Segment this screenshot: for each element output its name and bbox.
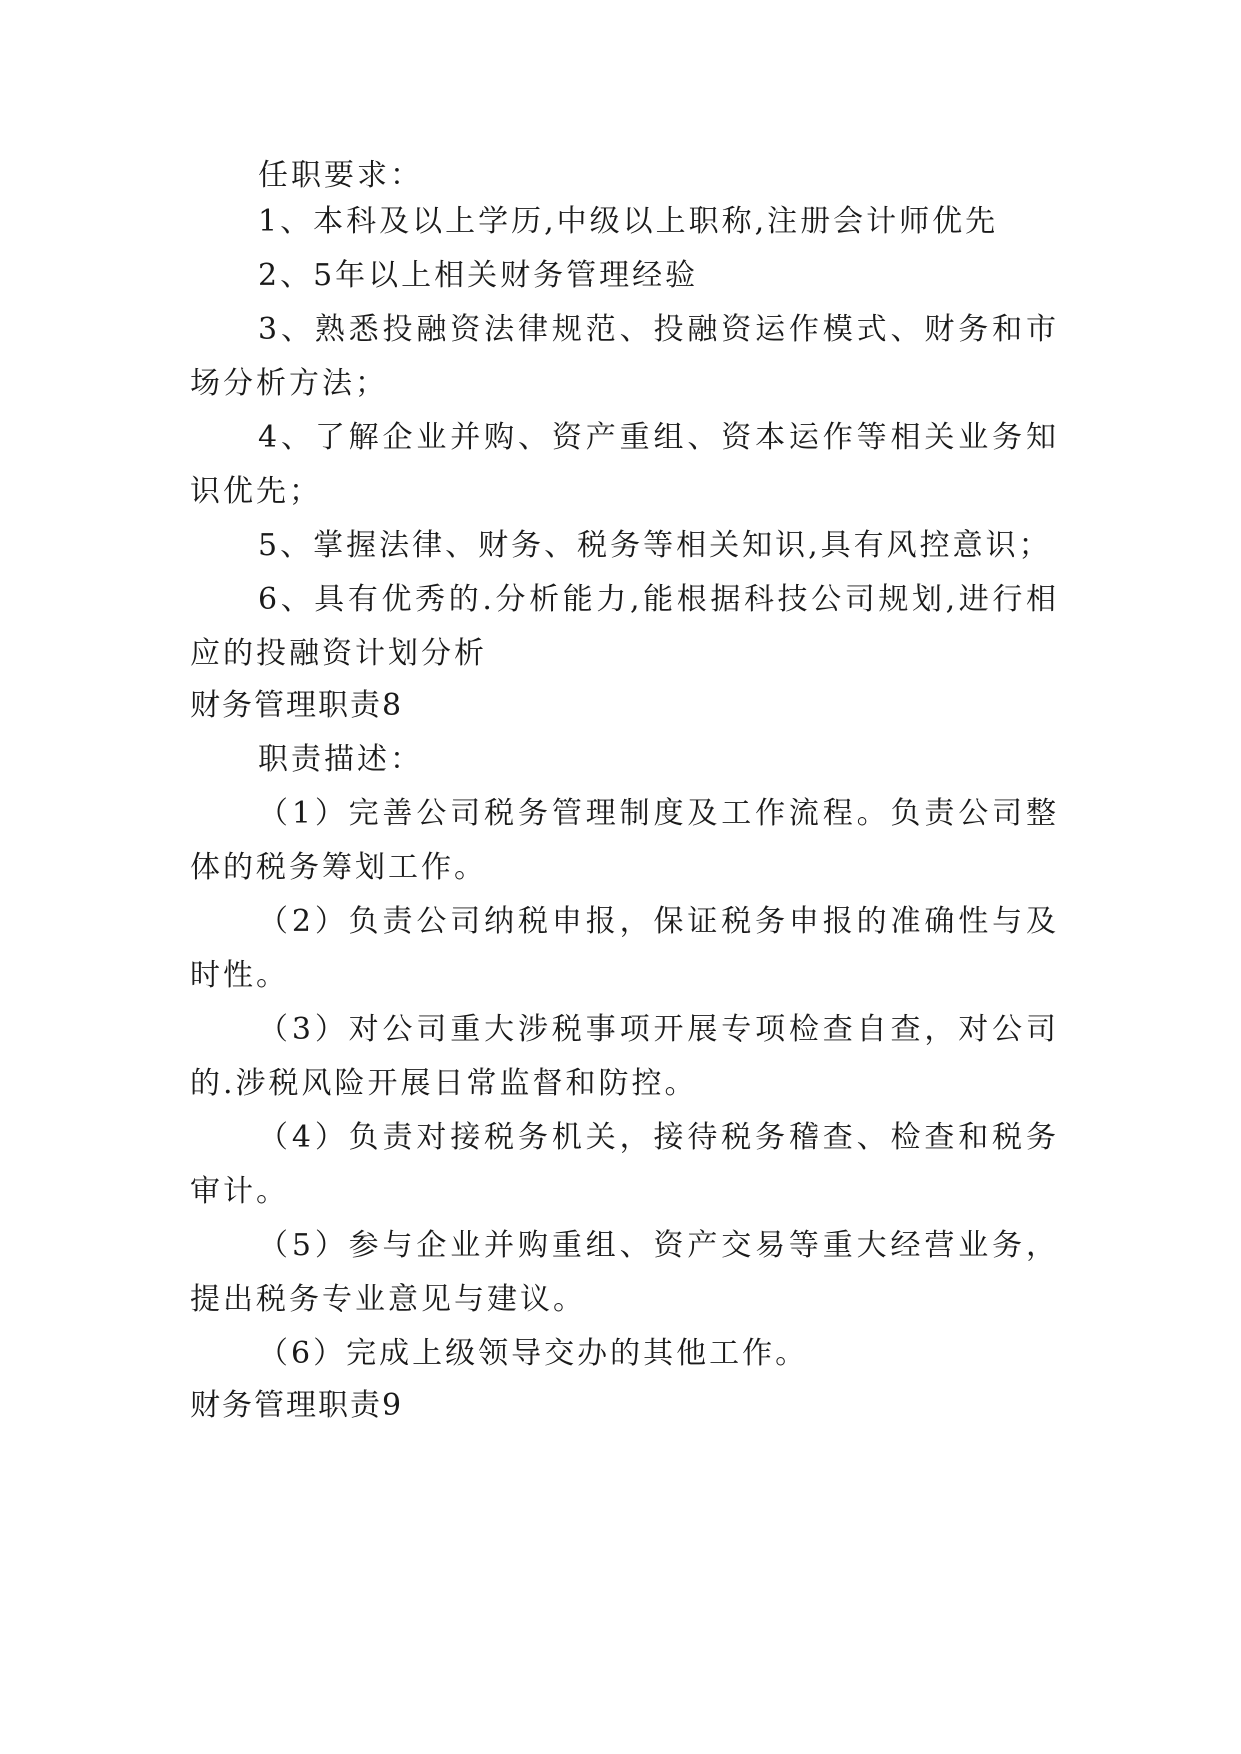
requirement-item-4-cont: 识优先； [190,474,322,509]
duties-title: 职责描述： [258,742,423,777]
requirement-item-6: 6、具有优秀的.分析能力,能根据科技公司规划,进行相 [258,582,1056,617]
duty-item-2-cont: 时性。 [190,958,289,993]
duty-item-5-cont: 提出税务专业意见与建议。 [190,1282,586,1317]
requirement-item-1: 1、本科及以上学历,中级以上职称,注册会计师优先 [258,204,999,239]
requirement-item-6-cont: 应的投融资计划分析 [190,636,487,671]
requirements-title: 任职要求： [258,158,423,193]
requirement-item-4: 4、了解企业并购、资产重组、资本运作等相关业务知 [258,420,1056,455]
section-heading-8: 财务管理职责8 [190,688,404,723]
requirement-item-3: 3、熟悉投融资法律规范、投融资运作模式、财务和市 [258,312,1056,347]
duty-item-1: （1）完善公司税务管理制度及工作流程。负责公司整 [258,796,1056,831]
duty-item-4-cont: 审计。 [190,1174,289,1209]
duty-item-6: （6）完成上级领导交办的其他工作。 [258,1336,809,1371]
duty-item-3-cont: 的.涉税风险开展日常监督和防控。 [190,1066,698,1101]
duty-item-4: （4）负责对接税务机关，接待税务稽查、检查和税务 [258,1120,1056,1155]
duty-item-5: （5）参与企业并购重组、资产交易等重大经营业务， [258,1228,1056,1263]
requirement-item-3-cont: 场分析方法； [190,366,388,401]
requirement-item-2: 2、5年以上相关财务管理经验 [258,258,699,293]
requirement-item-5: 5、掌握法律、财务、税务等相关知识,具有风控意识； [258,528,1052,563]
duty-item-3: （3）对公司重大涉税事项开展专项检查自查，对公司 [258,1012,1056,1047]
duty-item-2: （2）负责公司纳税申报，保证税务申报的准确性与及 [258,904,1056,939]
duty-item-1-cont: 体的税务筹划工作。 [190,850,487,885]
section-heading-9: 财务管理职责9 [190,1388,404,1423]
